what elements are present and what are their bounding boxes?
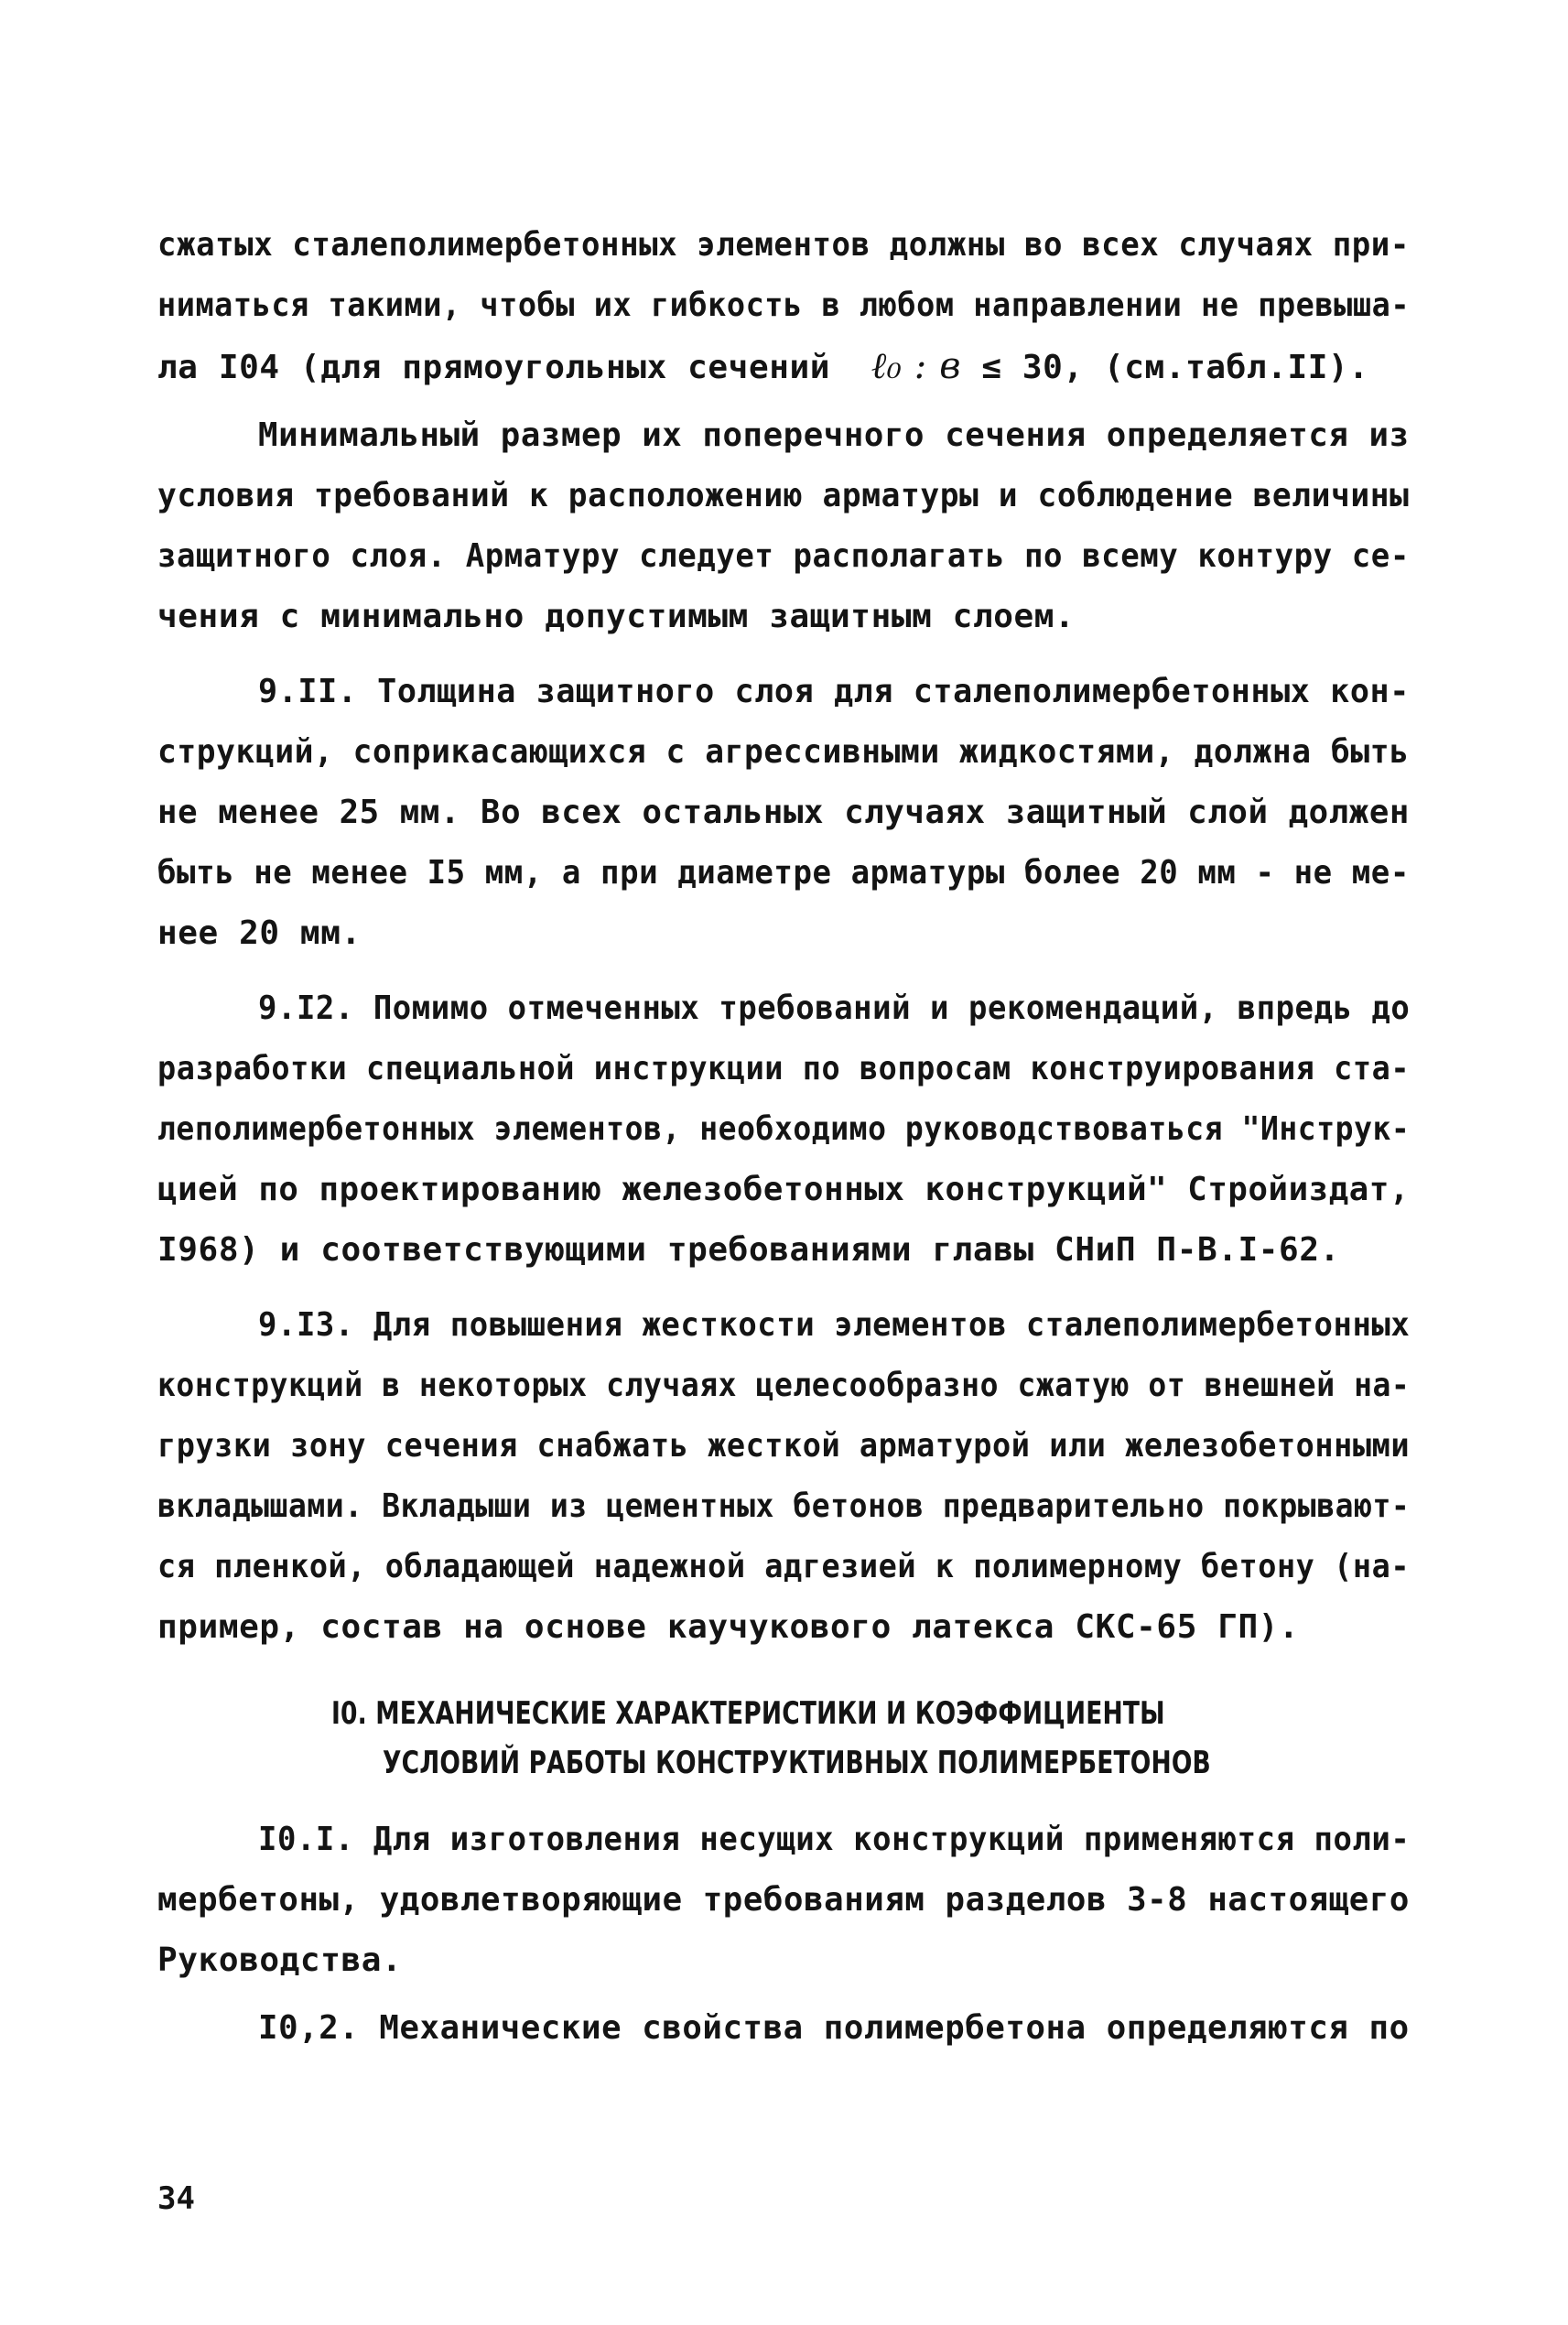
text-line: быть не менее I5 мм, а при диаметре арматуры более 20 мм - не ме- [157,854,1410,892]
text-line: чения с минимально допустимым защитным слоем. [157,598,1076,635]
text-line: Минимальный размер их поперечного сечения определяется из [258,416,1410,454]
text-line: I0,2. Механические свойства полимербетона определяются по [258,2009,1410,2047]
text-fragment: ≤ 30, (см.табл.II). [961,349,1369,386]
text-line: леполимербетонных элементов, необходимо руководствоваться "Инструк- [157,1110,1411,1148]
text-line: 9.I3. Для повышения жесткости элементов сталеполимербетонных [258,1306,1411,1344]
text-line: 9.II. Толщина защитного слоя для сталеполимербетонных кон- [258,673,1410,710]
text-line: условия требований к расположению арматуры и соблюдение величины [157,477,1410,514]
page-number: 34 [157,2180,195,2217]
text-fragment: ла I04 (для прямоугольных сечений [157,349,871,386]
text-line: грузки зону сечения снабжать жесткой арматурой или железобетонными [157,1427,1411,1465]
text-line: сжатых сталеполимербетонных элементов должны во всех случаях при- [157,226,1410,264]
text-line: защитного слоя. Арматуру следует располагать по всему контуру се- [157,537,1410,575]
text-line: I0.I. Для изготовления несущих конструкций применяются поли- [258,1821,1411,1858]
text-line: пример, состав на основе каучукового латекса СКС-65 ГП). [157,1608,1300,1646]
text-line: струкций, соприкасающихся с агрессивными жидкостями, должна быть [157,733,1410,771]
text-line-with-formula [157,345,1369,387]
text-line: ся пленкой, обладающей надежной адгезией к полимерному бетону (на- [157,1548,1411,1585]
text-line: конструкций в некоторых случаях целесообразно сжатую от внешней на- [157,1367,1411,1404]
text-line: разработки специальной инструкции по вопросам конструирования ста- [157,1050,1411,1087]
text-line: ниматься такими, чтобы их гибкость в любом направлении не превыша- [157,287,1411,324]
section-heading-line-2: УСЛОВИЙ РАБОТЫ КОНСТРУКТИВНЫХ ПОЛИМЕРБЕТОНОВ [383,1745,1211,1781]
text-line: 9.I2. Помимо отмеченных требований и рекомендаций, впредь до [258,989,1411,1027]
text-line: вкладышами. Вкладыши из цементных бетонов предварительно покрывают- [157,1487,1411,1525]
text-line: Руководства. [157,1941,403,1979]
text-line: мербетоны, удовлетворяющие требованиям разделов 3-8 настоящего [157,1881,1411,1919]
text-line: цией по проектированию железобетонных конструкций" Стройиздат, [157,1171,1411,1208]
section-heading-line-1: I0. МЕХАНИЧЕСКИЕ ХАРАКТЕРИСТИКИ И КОЭФФИЦИЕНТЫ [331,1695,1165,1732]
text-line: не менее 25 мм. Во всех остальных случаях защитный слой должен [157,794,1411,831]
handwritten-formula: ℓ₀ : в [871,345,962,387]
text-line: нее 20 мм. [157,914,362,952]
text-line: I968) и соответствующими требованиями главы СНиП П-В.I-62. [157,1231,1340,1269]
